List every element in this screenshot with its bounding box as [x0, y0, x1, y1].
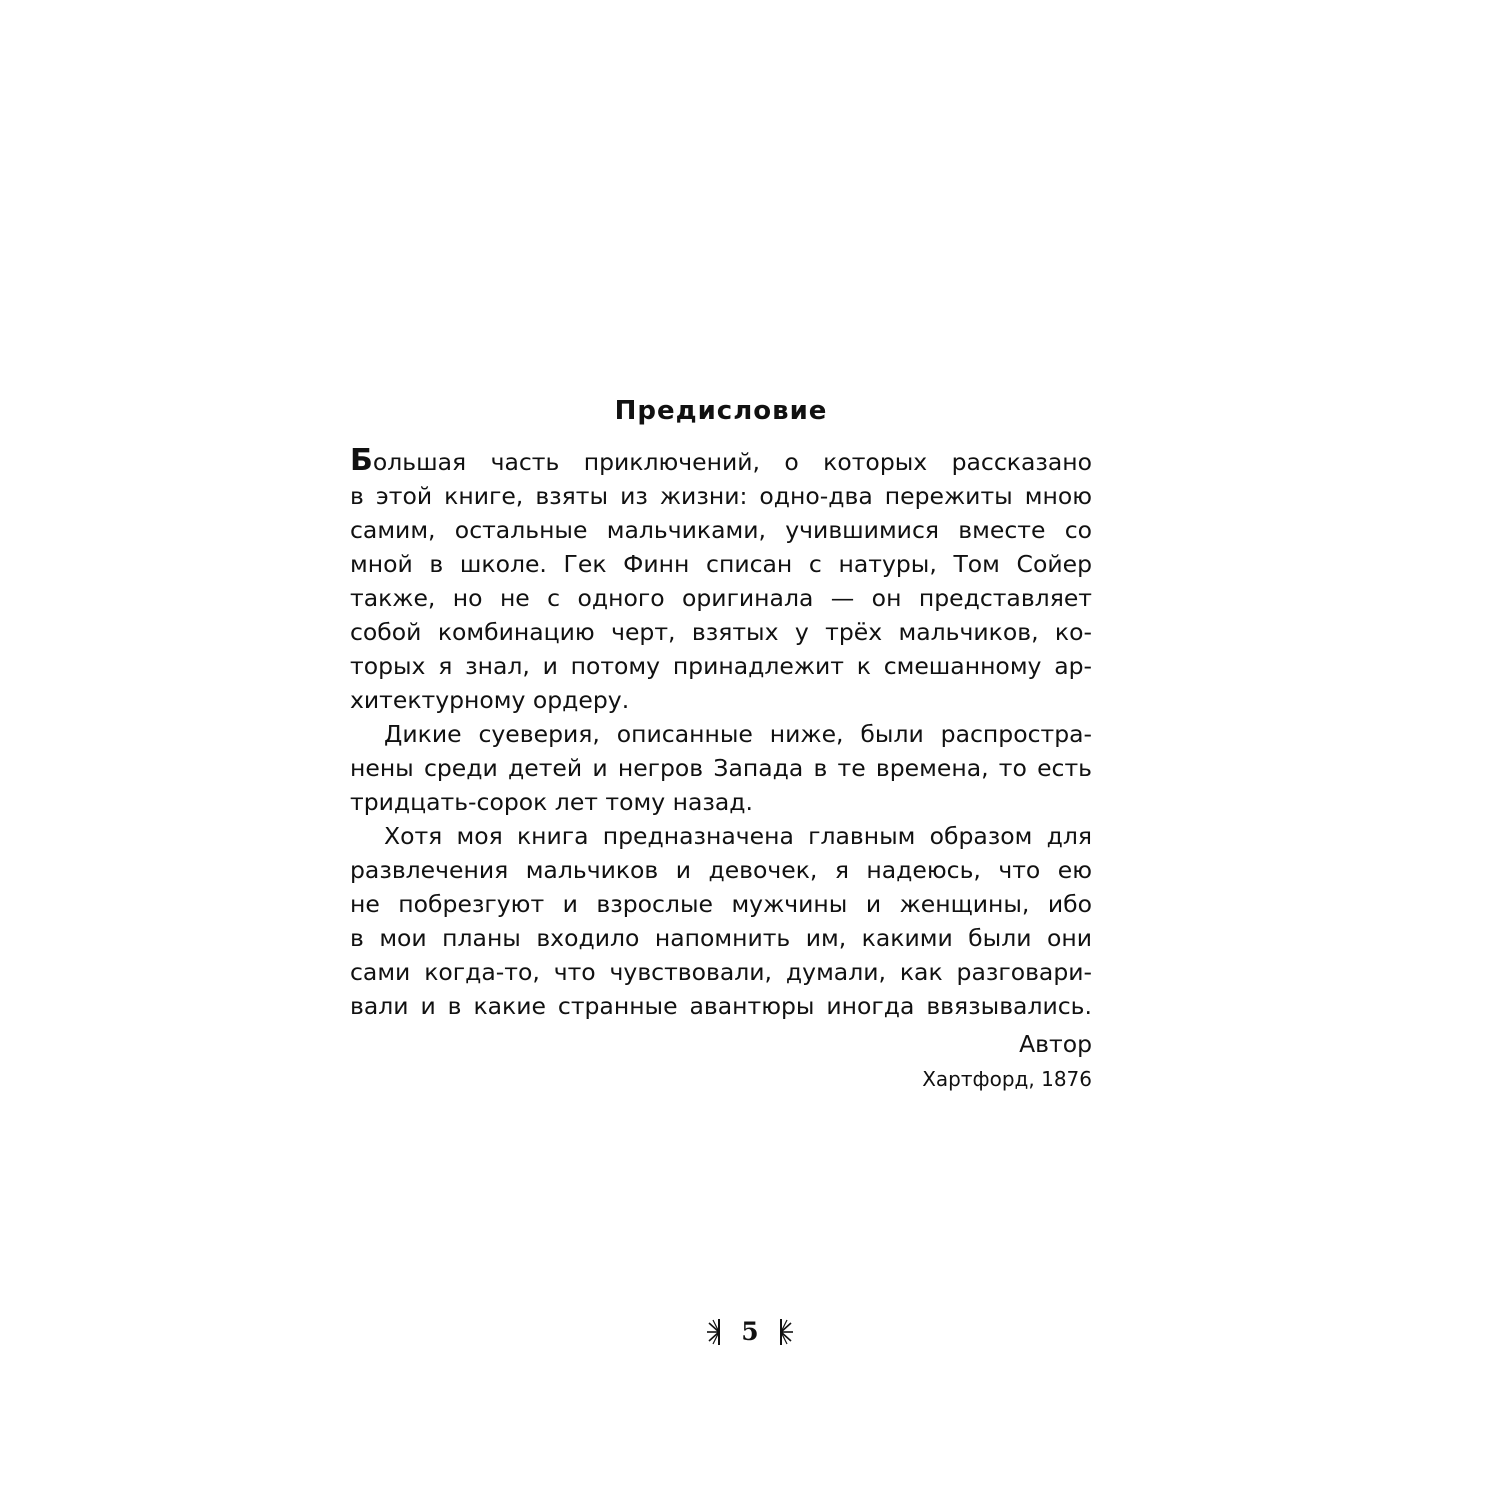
paragraph-line: тридцать-сорок лет тому назад.: [350, 788, 753, 816]
paragraph-line: хитектурному ордеру.: [350, 686, 630, 714]
page-title: Предисловие: [614, 396, 828, 426]
starburst-ornament-icon: [775, 1317, 795, 1347]
paragraph-line: торых я знал, и потому принадлежит к смешанному ар-: [350, 652, 1092, 680]
paragraph-line: Большая часть приключений, о которых рассказано: [350, 443, 1092, 478]
paragraph-line: сами когда-то, что чувствовали, думали, как разговари-: [350, 958, 1092, 986]
paragraph-line: Хотя моя книга предназначена главным образом для: [384, 822, 1092, 850]
paragraph-1: [350, 444, 1092, 717]
preface-text-block: [350, 392, 1092, 1097]
paragraph-line: не побрезгуют и взрослые мужчины и женщины, ибо: [350, 890, 1092, 918]
paragraph-line: в мои планы входило напомнить им, какими были они: [350, 924, 1092, 952]
paragraph-line: в этой книге, взяты из жизни: одно-два пережиты мною: [350, 482, 1092, 510]
place-date: Хартфорд, 1876: [922, 1067, 1092, 1091]
paragraph-line: Дикие суеверия, описанные ниже, были распростра-: [384, 720, 1092, 748]
drop-cap: Б: [350, 443, 373, 478]
paragraph-line: вали и в какие странные авантюры иногда ввязывались.: [350, 992, 1092, 1020]
paragraph-line: мной в школе. Гек Финн списан с натуры, Том Сойер: [350, 550, 1092, 578]
paragraph-2: [350, 717, 1092, 819]
paragraph-line: собой комбинацию черт, взятых у трёх мальчиков, ко-: [350, 618, 1092, 646]
paragraph-line: нены среди детей и негров Запада в те времена, то есть: [350, 754, 1092, 782]
starburst-ornament-icon: [705, 1317, 725, 1347]
page-number: 5: [741, 1317, 759, 1346]
paragraph-3: [350, 819, 1092, 1023]
author-signature: Автор: [1019, 1030, 1092, 1058]
paragraph-line: также, но не с одного оригинала — он представляет: [350, 584, 1092, 612]
paragraph-line: самим, остальные мальчиками, учившимися вместе со: [350, 516, 1092, 544]
page-footer: [0, 1310, 1500, 1354]
paragraph-line: развлечения мальчиков и девочек, я надеюсь, что ею: [350, 856, 1092, 884]
